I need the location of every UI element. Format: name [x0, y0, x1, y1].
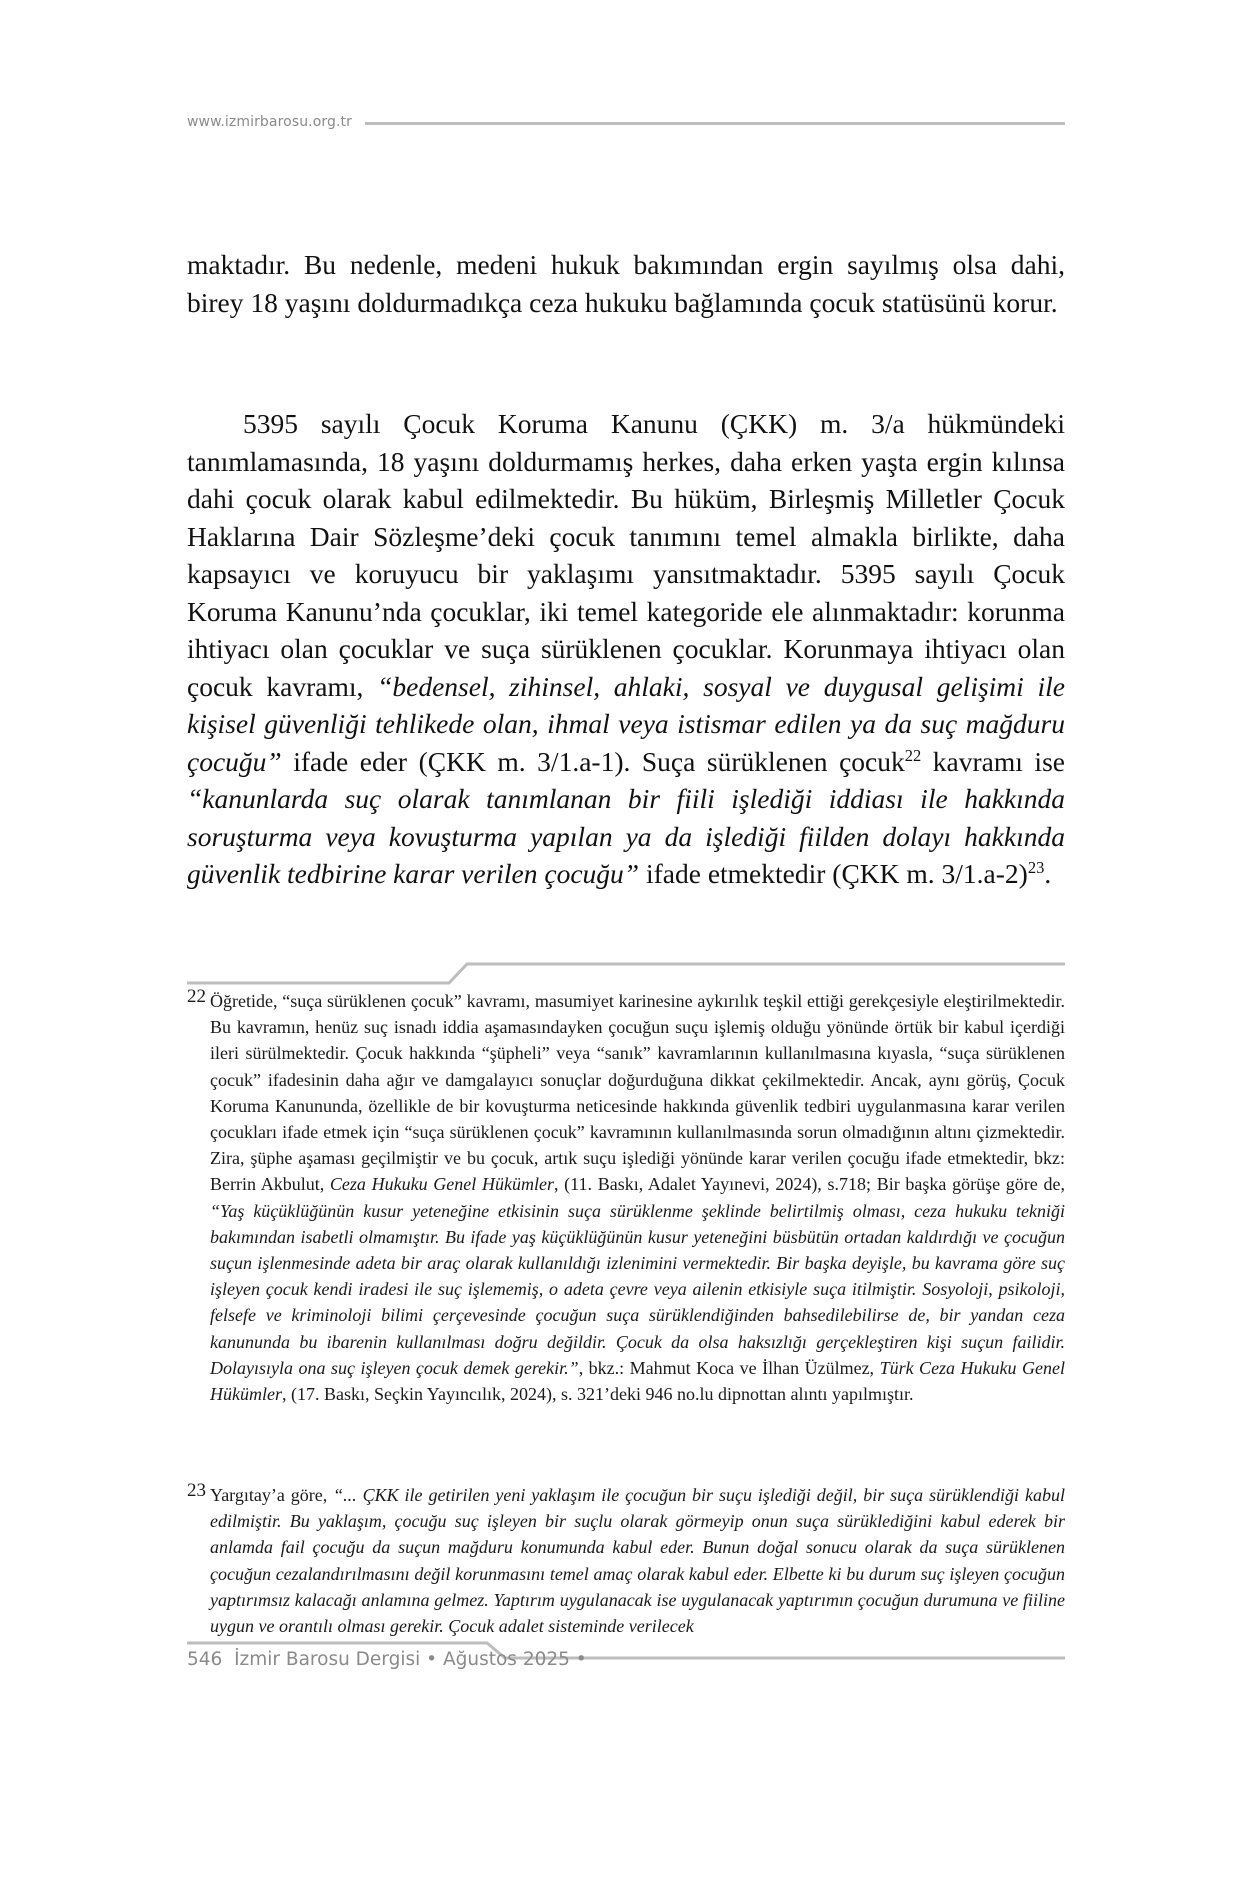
- body-paragraph-1: [187, 246, 1065, 321]
- book-title: Ceza Hukuku Genel Hükümler: [329, 1174, 554, 1195]
- text-run: Öğretide, “suça sürüklenen çocuk” kavramı, masumiyet karinesine aykırılık teşkil ettiği gerekçesiyle eleştirilmektedir. Bu kavramın, henüz suç isnadı iddia aşamasındayken çocuğun suçu işlemiş olduğu yönünde örtük bir kabul içerdiği ileri sürülmektedir. Çocuk hakkında “şüpheli” veya “sanık” kavramlarının kullanılmasına kıyasla, “suça sürüklenen çocuk” ifadesinin daha ağır ve damgalayıcı sonuçlar doğurduğuna dikkat çekilmektedir. Ancak, aynı görüş, Çocuk Koruma Kanununda, özellikle de bir kovuşturma neticesinde hakkında güvenlik tedbiri uygulanmasına karar verilen çocukları ifade etmek için “suça sürüklenen çocuk” kavramının kullanılmasında sorun olmadığının altını çizmektedir. Zira, şüphe aşaması geçilmiştir ve bu çocuk, artık suçu işlediği yönünde karar verilen çocuğu ifade etmektedir, bkz: Berrin Akbulut,: [210, 991, 1065, 1195]
- body-paragraph-2: [187, 405, 1065, 893]
- paragraph-text: maktadır. Bu nedenle, medeni hukuk bakımından ergin sayılmış olsa dahi, birey 18 yaşını doldurmadıkça ceza hukuku bağlamında çocuk statüsünü korur.: [187, 249, 1065, 318]
- header-url: www.izmirbarosu.org.tr: [187, 114, 352, 130]
- page-footer: [187, 1640, 1065, 1680]
- italic-quote: “bedensel, zihinsel, ahlaki, sosyal ve duygusal gelişimi ile kişisel güvenliği tehlikede olan, ihmal veya istismar edilen ya da suç mağduru çocuğu”: [187, 670, 1066, 777]
- text-run: , (17. Baskı, Seçkin Yayıncılık, 2024), s. 321’deki 946 no.lu dipnottan alıntı yapılmıştır.: [281, 1384, 914, 1405]
- text-run: , bkz.: Mahmut Koca ve İlhan Üzülmez,: [578, 1357, 880, 1378]
- header-rule: [365, 122, 1065, 125]
- text-run: ifade eder (ÇKK m. 3/1.a-1). Suça sürüklenen çocuk: [281, 745, 905, 777]
- footnote-text: [210, 988, 1065, 1407]
- text-run: ifade etmektedir (ÇKK m. 3/1.a-2): [639, 858, 1028, 889]
- bullet-separator: •: [575, 1649, 587, 1670]
- page-number: 546: [187, 1649, 223, 1670]
- footnote-ref-22[interactable]: 22: [904, 745, 922, 765]
- issue-date: Ağustos 2025: [442, 1649, 570, 1670]
- paragraph-text: [187, 405, 1065, 893]
- book-title: Türk Ceza Hukuku Genel Hükümler: [210, 1357, 1066, 1405]
- footnote-ref-23[interactable]: 23: [1027, 857, 1045, 877]
- text-run: Yargıtay’a göre,: [210, 1485, 334, 1505]
- italic-quote: “kanunlarda suç olarak tanımlanan bir fiili işlediği iddiası ile hakkında soruşturma veya kovuşturma yapılan ya da işlediği fiilden dolayı hakkında güvenlik tedbirine karar verilen çocuğu”: [187, 783, 1065, 889]
- italic-quote: “Yaş küçüklüğünün kusur yeteneğine etkisinin suça sürüklenme şeklinde belirtilmiş olması, ceza hukuku tekniği bakımından isabetli olmamıştır. Bu ifade yaş küçüklüğünün kusur yeteneğini büsbütün ortadan kaldırdığı ve çocuğun suçun işlenmesinde adeta bir araç olarak kullanıldığı izlenimini vermektedir. Bir başka deyişle, bu kavrama göre suç işleyen çocuk kendi iradesi ile suç işlememiş, o adeta çevre veya ailenin etkisiyle suça itilmiştir. Sosyoloji, psikoloji, felsefe ve kriminoloji bilimi çerçevesinde çocuğun suça sürüklendiğinden bahsedilebilirse de, bir yandan ceza kanununda bu ibarenin kullanılması doğru değildir. Çocuk da olsa haksızlığı gerçekleştiren kişi suçun failidir. Dolayısıyla ona suç işleyen çocuk demek gerekir.”: [210, 1200, 1065, 1378]
- journal-name: İzmir Barosu Dergisi: [234, 1649, 421, 1670]
- footnote-text: [210, 1482, 1065, 1639]
- footnote-23: [187, 1482, 1065, 1639]
- bullet-separator: •: [426, 1649, 438, 1670]
- footnote-22: [187, 988, 1065, 1407]
- footnote-number: 23: [187, 1480, 206, 1501]
- text-run: kavramı ise: [921, 745, 1065, 777]
- footnote-number: 22: [187, 986, 206, 1007]
- text-run: , (11. Baskı, Adalet Yayınevi, 2024), s.718; Bir başka görüşe göre de,: [553, 1174, 1065, 1195]
- footnote-separator: [187, 960, 1065, 990]
- italic-quote: “... ÇKK ile getirilen yeni yaklaşım ile çocuğun bir suçu işlediği değil, bir suça sürüklendiği kabul edilmiştir. Bu yaklaşım, çocuğu suç işleyen bir suçlu olarak görmeyip onun suça sürüklediğini kabul ederek bir anlamda fail çocuğu da suçun mağduru konumunda kabul eder. Bunun doğal sonucu olarak da suça sürüklenen çocuğun cezalandırılmasını değil korunmasını temel amaç olarak kabul eder. Elbette ki bu durum suç işleyen çocuğun yaptırımsız kalacağı anlamına gelmez. Yaptırım uygulanacak ise uygulanacak yaptırımın çocuğun durumuna ve fiiline uygun ve orantılı olması gerekir. Çocuk adalet sisteminde verilecek: [210, 1485, 1065, 1637]
- footer-text: [187, 1649, 587, 1670]
- text-run: .: [1044, 858, 1052, 889]
- text-run: 5395 sayılı Çocuk Koruma Kanunu (ÇKK) m. 3/a hükmündeki tanımlamasında, 18 yaşını doldurmamış herkes, daha erken yaşta ergin kılınsa dahi çocuk olarak kabul edilmektedir. Bu hüküm, Birleşmiş Milletler Çocuk Haklarına Dair Sözleşme’deki çocuk tanımını temel almakla birlikte, daha kapsayıcı ve koruyucu bir yaklaşımı yansıtmaktadır. 5395 sayılı Çocuk Koruma Kanunu’nda çocuklar, iki temel kategoride ele alınmaktadır: korunma ihtiyacı olan çocuklar ve suça sürüklenen çocuklar. Korunmaya ihtiyacı olan çocuk kavramı,: [187, 408, 1065, 702]
- page-header: [187, 112, 1065, 136]
